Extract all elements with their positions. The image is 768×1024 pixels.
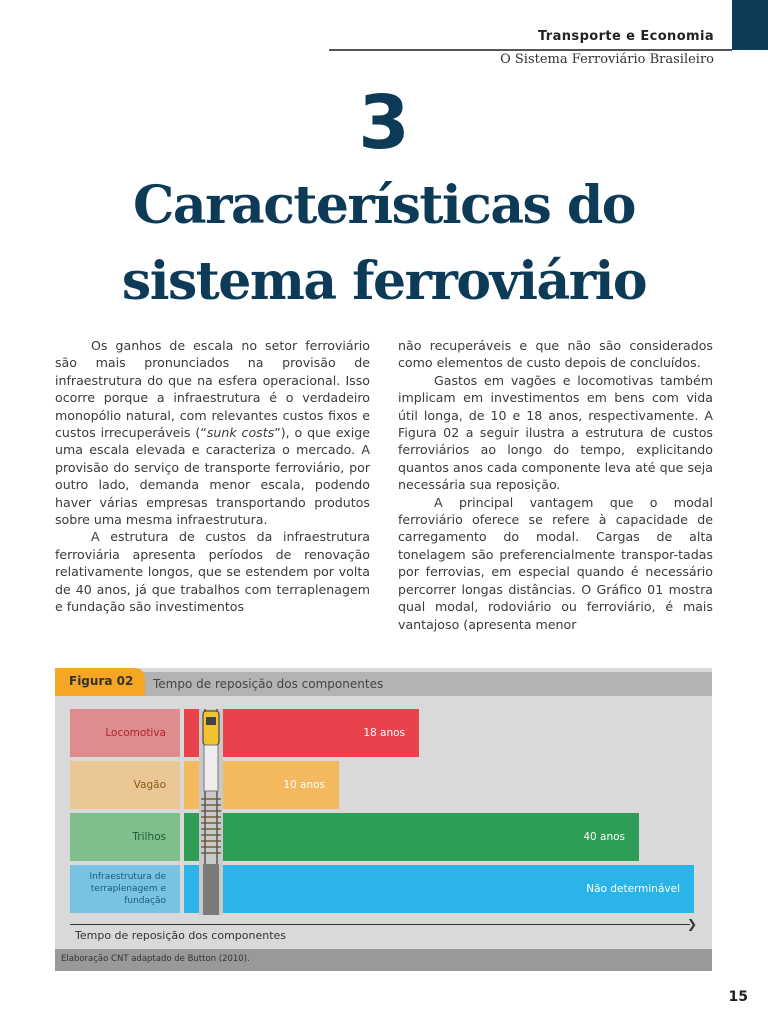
figure-bar: Não determinável — [184, 865, 694, 913]
chapter-title-line-2: sistema ferroviário — [121, 251, 647, 312]
paragraph: A estrutura de custos da infraestrutura ferroviária apresenta períodos de renovação relativamente longos, que se estendem por volta de 40 anos, já que trabalhos com terraplenagem e fundação são investimentos — [55, 529, 370, 615]
x-axis-line — [70, 924, 690, 925]
figure-bar: 10 anos — [184, 761, 339, 809]
paragraph: Gastos em vagões e locomotivas também implicam em investimentos em bens com vida útil longa, de 10 e 18 anos, respectivamente. A Figura 02 a seguir ilustra a estrutura de custos ferroviários ao longo do tempo, explicitando quantos anos cada componente leva até que seja necessária sua reposição. — [398, 372, 713, 493]
figure-title: Tempo de reposição dos componentes — [153, 677, 384, 691]
figure-row-label: Vagão — [70, 761, 180, 809]
header-rule — [329, 49, 732, 51]
figure-02 — [55, 668, 712, 971]
figure-bar: 40 anos — [184, 813, 639, 861]
body-column-left — [55, 337, 370, 616]
body-column-right — [398, 337, 713, 633]
figure-row-label: Locomotiva — [70, 709, 180, 757]
figure-bar: 18 anos — [184, 709, 419, 757]
x-axis-arrow-icon: ❯ — [687, 917, 698, 931]
figure-tab: Figura 02 — [55, 668, 145, 696]
figure-row-label: Trilhos — [70, 813, 180, 861]
chapter-number: 3 — [358, 80, 410, 166]
chapter-title — [0, 168, 768, 320]
running-header-subtitle: O Sistema Ferroviário Brasileiro — [500, 52, 714, 67]
figure-row-label: Infraestrutura de terraplenagem e fundação — [70, 865, 180, 913]
paragraph: não recuperáveis e que não são considerados como elementos de custo depois de concluídos. — [398, 338, 713, 371]
figure-source-bar — [55, 949, 712, 971]
railway-track-illustration — [195, 709, 227, 915]
corner-tab — [732, 0, 768, 50]
figure-source: Elaboração CNT adaptado de Button (2010). — [61, 954, 250, 964]
running-header-title: Transporte e Economia — [537, 29, 714, 44]
paragraph: Os ganhos de escala no setor ferroviário são mais pronunciados na provisão de infraestrutura do que na esfera operacional. Isso ocorre porque a infraestrutura é o verdadeiro monopólio natural, com relevantes custos fixos e custos irrecuperáveis (“sunk costs”), o que exige uma escala elevada e caracteriza o mercado. A provisão do serviço de transporte ferroviário, por outro lado, demanda menor escala, podendo haver várias empresas transportando produtos sobre uma mesma infraestrutura. — [55, 338, 370, 528]
page-number: 15 — [728, 989, 748, 1005]
x-axis-label: Tempo de reposição dos componentes — [75, 929, 287, 942]
paragraph: A principal vantagem que o modal ferroviário oferece se refere à capacidade de carregamento do modal. Cargas de alta tonelagem são preferencialmente transpor-tadas por ferrovias, em especial quando é necessário percorrer longas distâncias. O Gráfico 01 mostra qual modal, rodoviário ou ferroviário, é mais vantajoso (apresenta menor — [398, 494, 713, 632]
chapter-title-line-1: Características do — [133, 175, 635, 236]
